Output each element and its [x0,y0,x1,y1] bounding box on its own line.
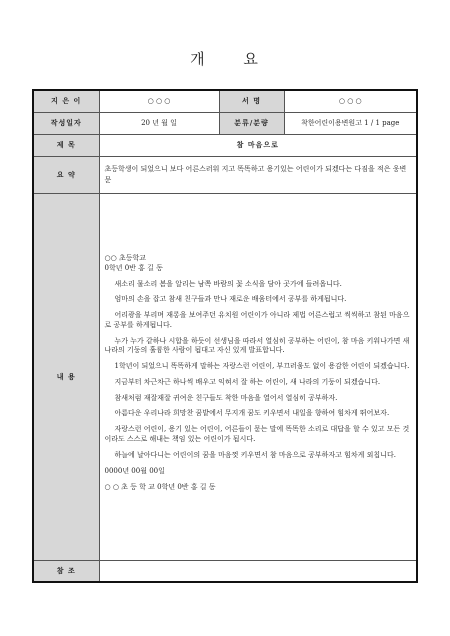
author-value: ○ ○ ○ [99,90,219,112]
summary-row [33,156,417,193]
reference-label: 참 조 [33,560,99,582]
summary-value: 초등학생이 되었으니 보다 어른스러워 지고 똑똑하고 용기있는 어린이가 되겠다는 다짐을 적은 웅변문 [99,156,417,193]
signature-line: ○ ○ 초 등 학 교 0학년 0반 홍 길 동 [104,482,216,491]
reference-value [99,560,417,582]
paragraph: 어리광을 부리며 재롱을 보여주던 유치원 어린이가 아니라 제법 어른스럽고 씩씩하고 참된 마음으로 공부를 하게됩니다. [104,311,410,329]
paragraph: 아름다운 우리나라 희망찬 꿈밭에서 무지개 꿈도 키우면서 내일을 향하여 힘차게 뛰어보자. [114,409,390,418]
reference-row [33,560,417,582]
date-row [33,112,417,134]
school-line: ○○ 초등학교 [104,254,146,263]
author-label: 지 은 이 [33,90,99,112]
paragraph: 새소리 물소리 봄을 알리는 남쪽 바람의 꽃 소식을 담아 곳가에 들려옵니다. [114,279,342,288]
subject-label: 제 목 [33,134,99,156]
paragraph: 하늘에 날아다니는 어린이의 꿈을 마음껏 키우면서 참 마음으로 공부하자고 힘차게 외칩니다. [114,450,396,459]
date-line: 0000년 00월 00일 [104,467,165,476]
author-row [33,90,417,112]
summary-form [32,89,418,583]
paragraph: 1학년이 되었으니 똑똑하게 말하는 자랑스런 어린이, 부끄러움도 없이 용감한 어린이 되겠습니다. [114,362,410,371]
paragraph: 엄마의 손을 잡고 참새 친구들과 만나 재로운 배움터에서 공부를 하게됩니다. [114,295,347,304]
category-label: 분류/분량 [219,112,284,134]
class-line: 0학년 0반 홍 길 동 [104,263,163,272]
content-row [33,193,417,560]
book-name-label: 서 명 [219,90,284,112]
summary-label: 요 약 [33,156,99,193]
subject-value: 참 마음으로 [99,134,417,156]
category-value: 착한어린이용변원고 1 / 1 page [284,112,417,134]
paragraph: 자랑스런 어린이, 용기 있는 어린이, 어른들이 묻는 말에 똑똑한 소리로 대답을 할 수 있고 모든 것이라도 스스로 해내는 책임 있는 어린이가 됩시다. [104,425,410,443]
paragraph: 지금부터 차근차근 하나씩 배우고 익혀서 잘 하는 어린이, 새 나라의 기둥이 되겠습니다. [114,377,381,386]
document-title: 개 요 [190,50,260,68]
paragraph: 누가 누가 같하나 시합을 하듯이 선생님을 따라서 열심히 공부하는 어린이, 참 마음 키워나가면 새 나라의 기둥의 훌륭한 사람이 됩대고 자신 있게 발표합니다. [104,336,410,355]
content-label: 내 용 [33,193,99,560]
book-name-value: ○ ○ ○ [284,90,417,112]
subject-row [33,134,417,156]
date-value: 20 년 월 일 [99,112,219,134]
date-label: 작성일자 [33,112,99,134]
paragraph: 참새처럼 재잘재잘 귀여운 친구들도 착한 마음을 열어서 열심히 공부하자. [114,393,338,402]
content-body [99,193,417,560]
